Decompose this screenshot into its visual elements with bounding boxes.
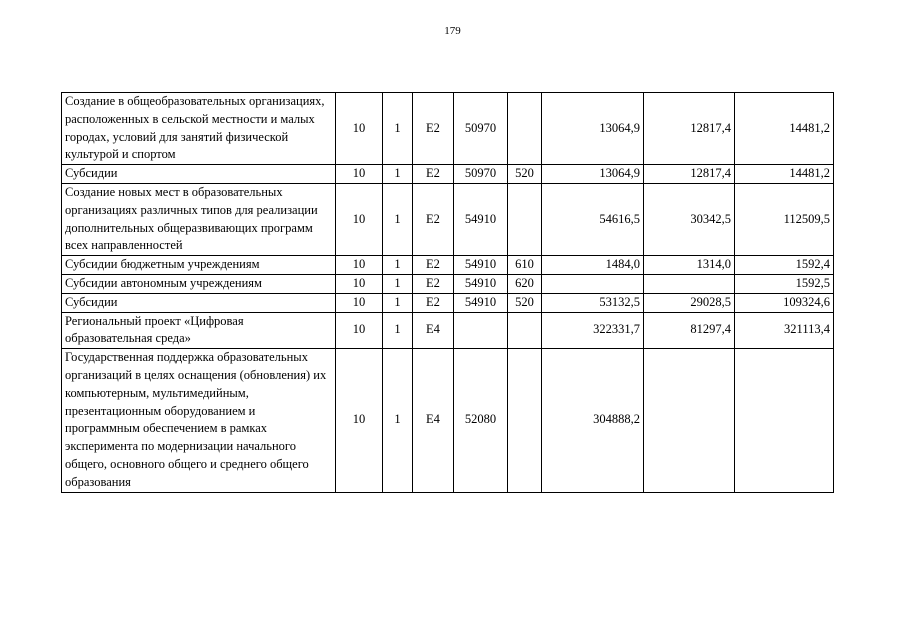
cell-section: 10 bbox=[336, 93, 383, 165]
cell-project-code: E2 bbox=[413, 256, 454, 275]
table-row bbox=[62, 293, 834, 312]
cell-expense-type: 520 bbox=[508, 293, 542, 312]
table-row bbox=[62, 183, 834, 255]
cell-project-code: E2 bbox=[413, 93, 454, 165]
cell-amount-1: 322331,7 bbox=[542, 312, 644, 349]
cell-name: Создание в общеобразовательных организациях, расположенных в сельской местности и малых городах, условий для занятий физической культурой и спортом bbox=[62, 93, 336, 165]
cell-subsection: 1 bbox=[383, 349, 413, 492]
cell-project-code: E2 bbox=[413, 274, 454, 293]
cell-expense-type bbox=[508, 349, 542, 492]
cell-target-item bbox=[454, 312, 508, 349]
cell-subsection: 1 bbox=[383, 293, 413, 312]
cell-subsection: 1 bbox=[383, 256, 413, 275]
cell-amount-2: 30342,5 bbox=[644, 183, 735, 255]
cell-section: 10 bbox=[336, 293, 383, 312]
cell-project-code: E2 bbox=[413, 293, 454, 312]
cell-amount-3: 14481,2 bbox=[735, 93, 834, 165]
cell-expense-type: 610 bbox=[508, 256, 542, 275]
cell-expense-type: 520 bbox=[508, 165, 542, 184]
cell-amount-2: 29028,5 bbox=[644, 293, 735, 312]
cell-section: 10 bbox=[336, 256, 383, 275]
cell-target-item: 54910 bbox=[454, 183, 508, 255]
cell-amount-3: 14481,2 bbox=[735, 165, 834, 184]
cell-subsection: 1 bbox=[383, 312, 413, 349]
cell-target-item: 52080 bbox=[454, 349, 508, 492]
table-body bbox=[62, 93, 834, 493]
cell-expense-type bbox=[508, 312, 542, 349]
cell-amount-1: 13064,9 bbox=[542, 93, 644, 165]
cell-amount-3: 112509,5 bbox=[735, 183, 834, 255]
table-row bbox=[62, 274, 834, 293]
cell-amount-2: 12817,4 bbox=[644, 165, 735, 184]
cell-expense-type bbox=[508, 183, 542, 255]
cell-amount-1: 54616,5 bbox=[542, 183, 644, 255]
cell-amount-2 bbox=[644, 274, 735, 293]
cell-project-code: E2 bbox=[413, 183, 454, 255]
cell-target-item: 54910 bbox=[454, 274, 508, 293]
cell-amount-3: 1592,4 bbox=[735, 256, 834, 275]
cell-section: 10 bbox=[336, 274, 383, 293]
cell-subsection: 1 bbox=[383, 165, 413, 184]
cell-target-item: 50970 bbox=[454, 165, 508, 184]
cell-name: Создание новых мест в образовательных организациях различных типов для реализации дополнительных общеразвивающих программ всех направленностей bbox=[62, 183, 336, 255]
cell-amount-2: 1314,0 bbox=[644, 256, 735, 275]
cell-expense-type: 620 bbox=[508, 274, 542, 293]
cell-amount-1: 1484,0 bbox=[542, 256, 644, 275]
cell-target-item: 54910 bbox=[454, 256, 508, 275]
cell-amount-1: 304888,2 bbox=[542, 349, 644, 492]
budget-table bbox=[61, 92, 834, 493]
cell-name: Субсидии bbox=[62, 293, 336, 312]
cell-subsection: 1 bbox=[383, 93, 413, 165]
cell-amount-1: 53132,5 bbox=[542, 293, 644, 312]
cell-subsection: 1 bbox=[383, 274, 413, 293]
cell-project-code: E4 bbox=[413, 312, 454, 349]
cell-amount-3: 1592,5 bbox=[735, 274, 834, 293]
cell-target-item: 54910 bbox=[454, 293, 508, 312]
cell-section: 10 bbox=[336, 183, 383, 255]
cell-amount-3: 109324,6 bbox=[735, 293, 834, 312]
table-row bbox=[62, 256, 834, 275]
cell-expense-type bbox=[508, 93, 542, 165]
page-number: 179 bbox=[444, 25, 461, 37]
cell-target-item: 50970 bbox=[454, 93, 508, 165]
cell-name: Субсидии бюджетным учреждениям bbox=[62, 256, 336, 275]
cell-section: 10 bbox=[336, 165, 383, 184]
cell-name: Субсидии автономным учреждениям bbox=[62, 274, 336, 293]
table-row bbox=[62, 165, 834, 184]
cell-amount-3: 321113,4 bbox=[735, 312, 834, 349]
cell-amount-2 bbox=[644, 349, 735, 492]
cell-amount-3 bbox=[735, 349, 834, 492]
cell-project-code: E4 bbox=[413, 349, 454, 492]
cell-amount-1 bbox=[542, 274, 644, 293]
cell-subsection: 1 bbox=[383, 183, 413, 255]
cell-name: Государственная поддержка образовательных организаций в целях оснащения (обновления) их компьютерным, мультимедийным, презентационным оборудованием и программным обеспечением в рамках эксперимента по модернизации начального общего, основного общего и среднего общего образования bbox=[62, 349, 336, 492]
cell-section: 10 bbox=[336, 349, 383, 492]
table-row bbox=[62, 349, 834, 492]
table-row bbox=[62, 93, 834, 165]
cell-amount-2: 81297,4 bbox=[644, 312, 735, 349]
table-row bbox=[62, 312, 834, 349]
cell-amount-1: 13064,9 bbox=[542, 165, 644, 184]
cell-section: 10 bbox=[336, 312, 383, 349]
cell-name: Региональный проект «Цифровая образовательная среда» bbox=[62, 312, 336, 349]
cell-name: Субсидии bbox=[62, 165, 336, 184]
cell-amount-2: 12817,4 bbox=[644, 93, 735, 165]
cell-project-code: E2 bbox=[413, 165, 454, 184]
